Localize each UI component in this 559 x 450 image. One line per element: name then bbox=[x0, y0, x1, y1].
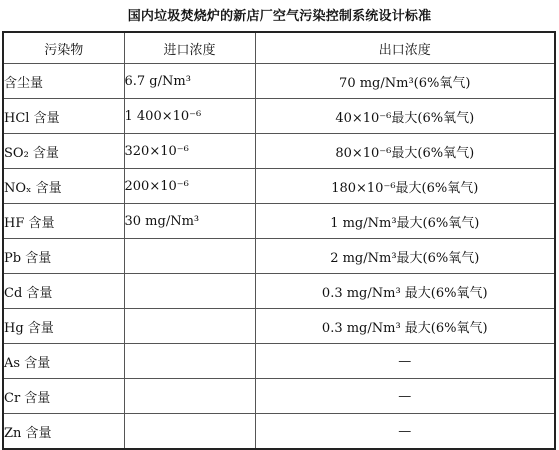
inlet-cell bbox=[124, 239, 255, 274]
inlet-cell bbox=[124, 274, 255, 309]
table-row bbox=[3, 64, 555, 99]
pollutant-cell: HF 含量 bbox=[3, 204, 124, 239]
header-pollutant: 污染物 bbox=[3, 32, 124, 64]
pollutant-cell: Hg 含量 bbox=[3, 309, 124, 344]
outlet-cell: 70 mg/Nm³(6%氧气) bbox=[255, 64, 555, 99]
outlet-cell: — bbox=[255, 379, 555, 414]
outlet-cell: 40×10⁻⁶最大(6%氧气) bbox=[255, 99, 555, 134]
table-row bbox=[3, 204, 555, 239]
header-outlet-concentration: 出口浓度 bbox=[255, 32, 555, 64]
inlet-cell: 30 mg/Nm³ bbox=[124, 204, 255, 239]
table-row bbox=[3, 344, 555, 379]
outlet-cell: 180×10⁻⁶最大(6%氧气) bbox=[255, 169, 555, 204]
pollutant-cell: NOₓ 含量 bbox=[3, 169, 124, 204]
pollutant-cell: Zn 含量 bbox=[3, 414, 124, 450]
inlet-cell bbox=[124, 414, 255, 450]
pollutant-cell: As 含量 bbox=[3, 344, 124, 379]
design-standard-table bbox=[2, 31, 556, 450]
table-row bbox=[3, 309, 555, 344]
pollutant-cell: Cr 含量 bbox=[3, 379, 124, 414]
inlet-cell bbox=[124, 344, 255, 379]
outlet-cell: 0.3 mg/Nm³ 最大(6%氧气) bbox=[255, 274, 555, 309]
table-row bbox=[3, 379, 555, 414]
pollutant-cell: SO₂ 含量 bbox=[3, 134, 124, 169]
table-row bbox=[3, 239, 555, 274]
table-row bbox=[3, 274, 555, 309]
header-row bbox=[3, 32, 555, 64]
header-inlet-concentration: 进口浓度 bbox=[124, 32, 255, 64]
pollutant-cell: Pb 含量 bbox=[3, 239, 124, 274]
outlet-cell: 1 mg/Nm³最大(6%氧气) bbox=[255, 204, 555, 239]
inlet-cell: 320×10⁻⁶ bbox=[124, 134, 255, 169]
outlet-cell: — bbox=[255, 344, 555, 379]
pollutant-cell: Cd 含量 bbox=[3, 274, 124, 309]
table-row bbox=[3, 134, 555, 169]
table-row bbox=[3, 414, 555, 450]
pollutant-cell: HCl 含量 bbox=[3, 99, 124, 134]
table-row bbox=[3, 169, 555, 204]
inlet-cell: 6.7 g/Nm³ bbox=[124, 64, 255, 99]
outlet-cell: 80×10⁻⁶最大(6%氧气) bbox=[255, 134, 555, 169]
outlet-cell: 2 mg/Nm³最大(6%氧气) bbox=[255, 239, 555, 274]
pollutant-cell: 含尘量 bbox=[3, 64, 124, 99]
outlet-cell: 0.3 mg/Nm³ 最大(6%氧气) bbox=[255, 309, 555, 344]
inlet-cell bbox=[124, 379, 255, 414]
table-title: 国内垃圾焚烧炉的新店厂空气污染控制系统设计标准 bbox=[127, 9, 432, 24]
table-row bbox=[3, 99, 555, 134]
inlet-cell bbox=[124, 309, 255, 344]
inlet-cell: 200×10⁻⁶ bbox=[124, 169, 255, 204]
inlet-cell: 1 400×10⁻⁶ bbox=[124, 99, 255, 134]
outlet-cell: — bbox=[255, 414, 555, 450]
